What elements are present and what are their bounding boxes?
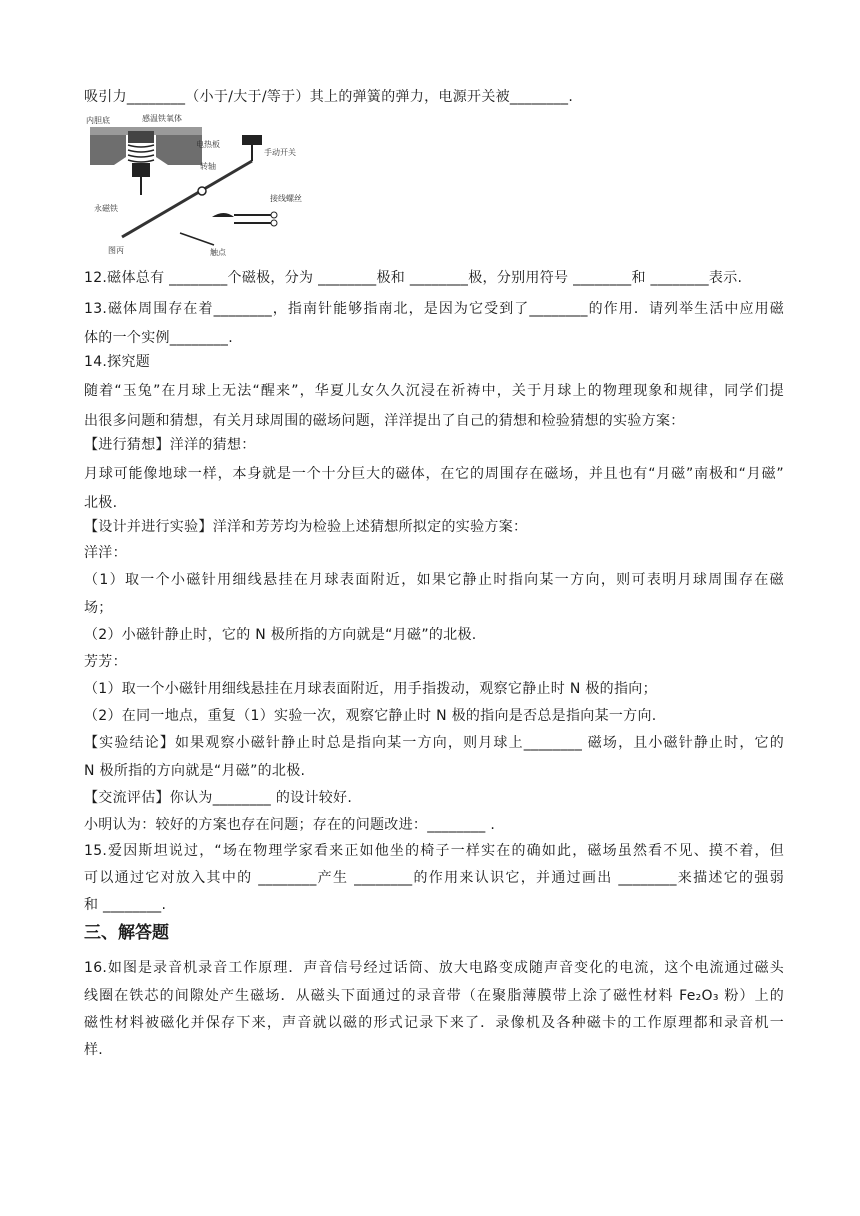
yangyang-step2: （2）小磁针静止时，它的 N 极所指的方向就是“月磁”的北极. [84, 627, 477, 643]
question-13-line1: 13.磁体周围存在着________，指南针能够指南北，是因为它受到了________的作用．请列举生活中应用磁 [84, 301, 784, 317]
label-terminal-screw: 接线螺丝 [270, 194, 302, 203]
question-11-tail: 吸引力________（小于/大于/等于）其上的弹簧的弹力，电源开关被________. [84, 89, 574, 105]
hypothesis-line1: 月球可能像地球一样，本身就是一个十分巨大的磁体，在它的周围存在磁场，并且也有“月磁”南极和“月磁” [84, 466, 784, 482]
fangfang-step1: （1）取一个小磁针用细线悬挂在月球表面附近，用手指拨动，观察它静止时 N 极的指向； [84, 681, 657, 697]
question-13-line2: 体的一个实例________. [84, 330, 233, 346]
question-14-para1-line2: 出很多问题和猜想，有关月球周围的磁场问题，洋洋提出了自己的猜想和检验猜想的实验方案： [84, 413, 685, 429]
xiaoming-line: 小明认为：较好的方案也存在问题；存在的问题改进：________ . [84, 817, 496, 833]
label-manual-switch: 手动开关 [264, 148, 296, 157]
question-15-line3: 和 ________. [84, 897, 167, 913]
yangyang-step1-line1: （1）取一个小磁针用细线悬挂在月球表面附近，如果它静止时指向某一方向，则可表明月球周围存在磁 [84, 572, 784, 588]
question-16-line2: 线圈在铁芯的间隙处产生磁场．从磁头下面通过的录音带（在聚脂薄膜带上涂了磁性材料 Fe₂O₃ 粉）上的 [84, 988, 784, 1004]
experiment-heading: 【设计并进行实验】洋洋和芳芳均为检验上述猜想所拟定的实验方案： [84, 519, 528, 535]
question-16-line1: 16.如图是录音机录音工作原理．声音信号经过话筒、放大电路变成随声音变化的电流，这个电流通过磁头 [84, 960, 784, 976]
question-14-para1-line1: 随着“玉兔”在月球上无法“醒来”，华夏儿女久久沉浸在祈祷中，关于月球上的物理现象和规律，同学们提 [84, 383, 784, 399]
yangyang-label: 洋洋： [84, 545, 127, 561]
fangfang-label: 芳芳： [84, 654, 127, 670]
label-permanent-magnet: 永磁铁 [94, 204, 118, 213]
question-15-line1: 15.爱因斯坦说过，“场在物理学家看来正如他坐的椅子一样实在的确如此，磁场虽然看不见、摸不着，但 [84, 843, 784, 859]
fangfang-step2: （2）在同一地点，重复（1）实验一次，观察它静止时 N 极的指向是否总是指向某一方向. [84, 708, 657, 724]
question-16-line3: 磁性材料被磁化并保存下来，声音就以磁的形式记录下来了．录像机及各种磁卡的工作原理都和录音机一 [84, 1015, 784, 1031]
label-pivot: 转轴 [200, 162, 216, 171]
rice-cooker-diagram [84, 113, 322, 257]
section-heading-answers: 三、解答题 [84, 923, 169, 943]
label-caption: 图丙 [108, 246, 124, 255]
question-12: 12.磁体总有 ________个磁极，分为 ________极和 ________极，分别用符号 ________和 ________表示. [84, 270, 743, 286]
label-sensor-core: 感温铁氧体 [142, 114, 182, 123]
label-heating-plate: 电热板 [196, 140, 220, 149]
label-contact: 触点 [210, 248, 226, 257]
conclusion-line1: 【实验结论】如果观察小磁针静止时总是指向某一方向，则月球上________ 磁场，且小磁针静止时，它的 [84, 735, 784, 751]
question-14-title: 14.探究题 [84, 354, 151, 370]
question-15-line2: 可以通过它对放入其中的 ________产生 ________的作用来认识它，并通过画出 ________来描述它的强弱 [84, 870, 784, 886]
rice-cooker-figure [84, 113, 322, 257]
evaluation-line: 【交流评估】你认为________ 的设计较好. [84, 790, 353, 806]
label-inner-bottom: 内胆底 [86, 116, 110, 125]
hypothesis-heading: 【进行猜想】洋洋的猜想： [84, 437, 256, 453]
hypothesis-line2: 北极. [84, 495, 118, 511]
conclusion-line2: N 极所指的方向就是“月磁”的北极. [84, 763, 306, 779]
question-16-line4: 样. [84, 1042, 104, 1058]
yangyang-step1-line2: 场； [84, 600, 113, 616]
